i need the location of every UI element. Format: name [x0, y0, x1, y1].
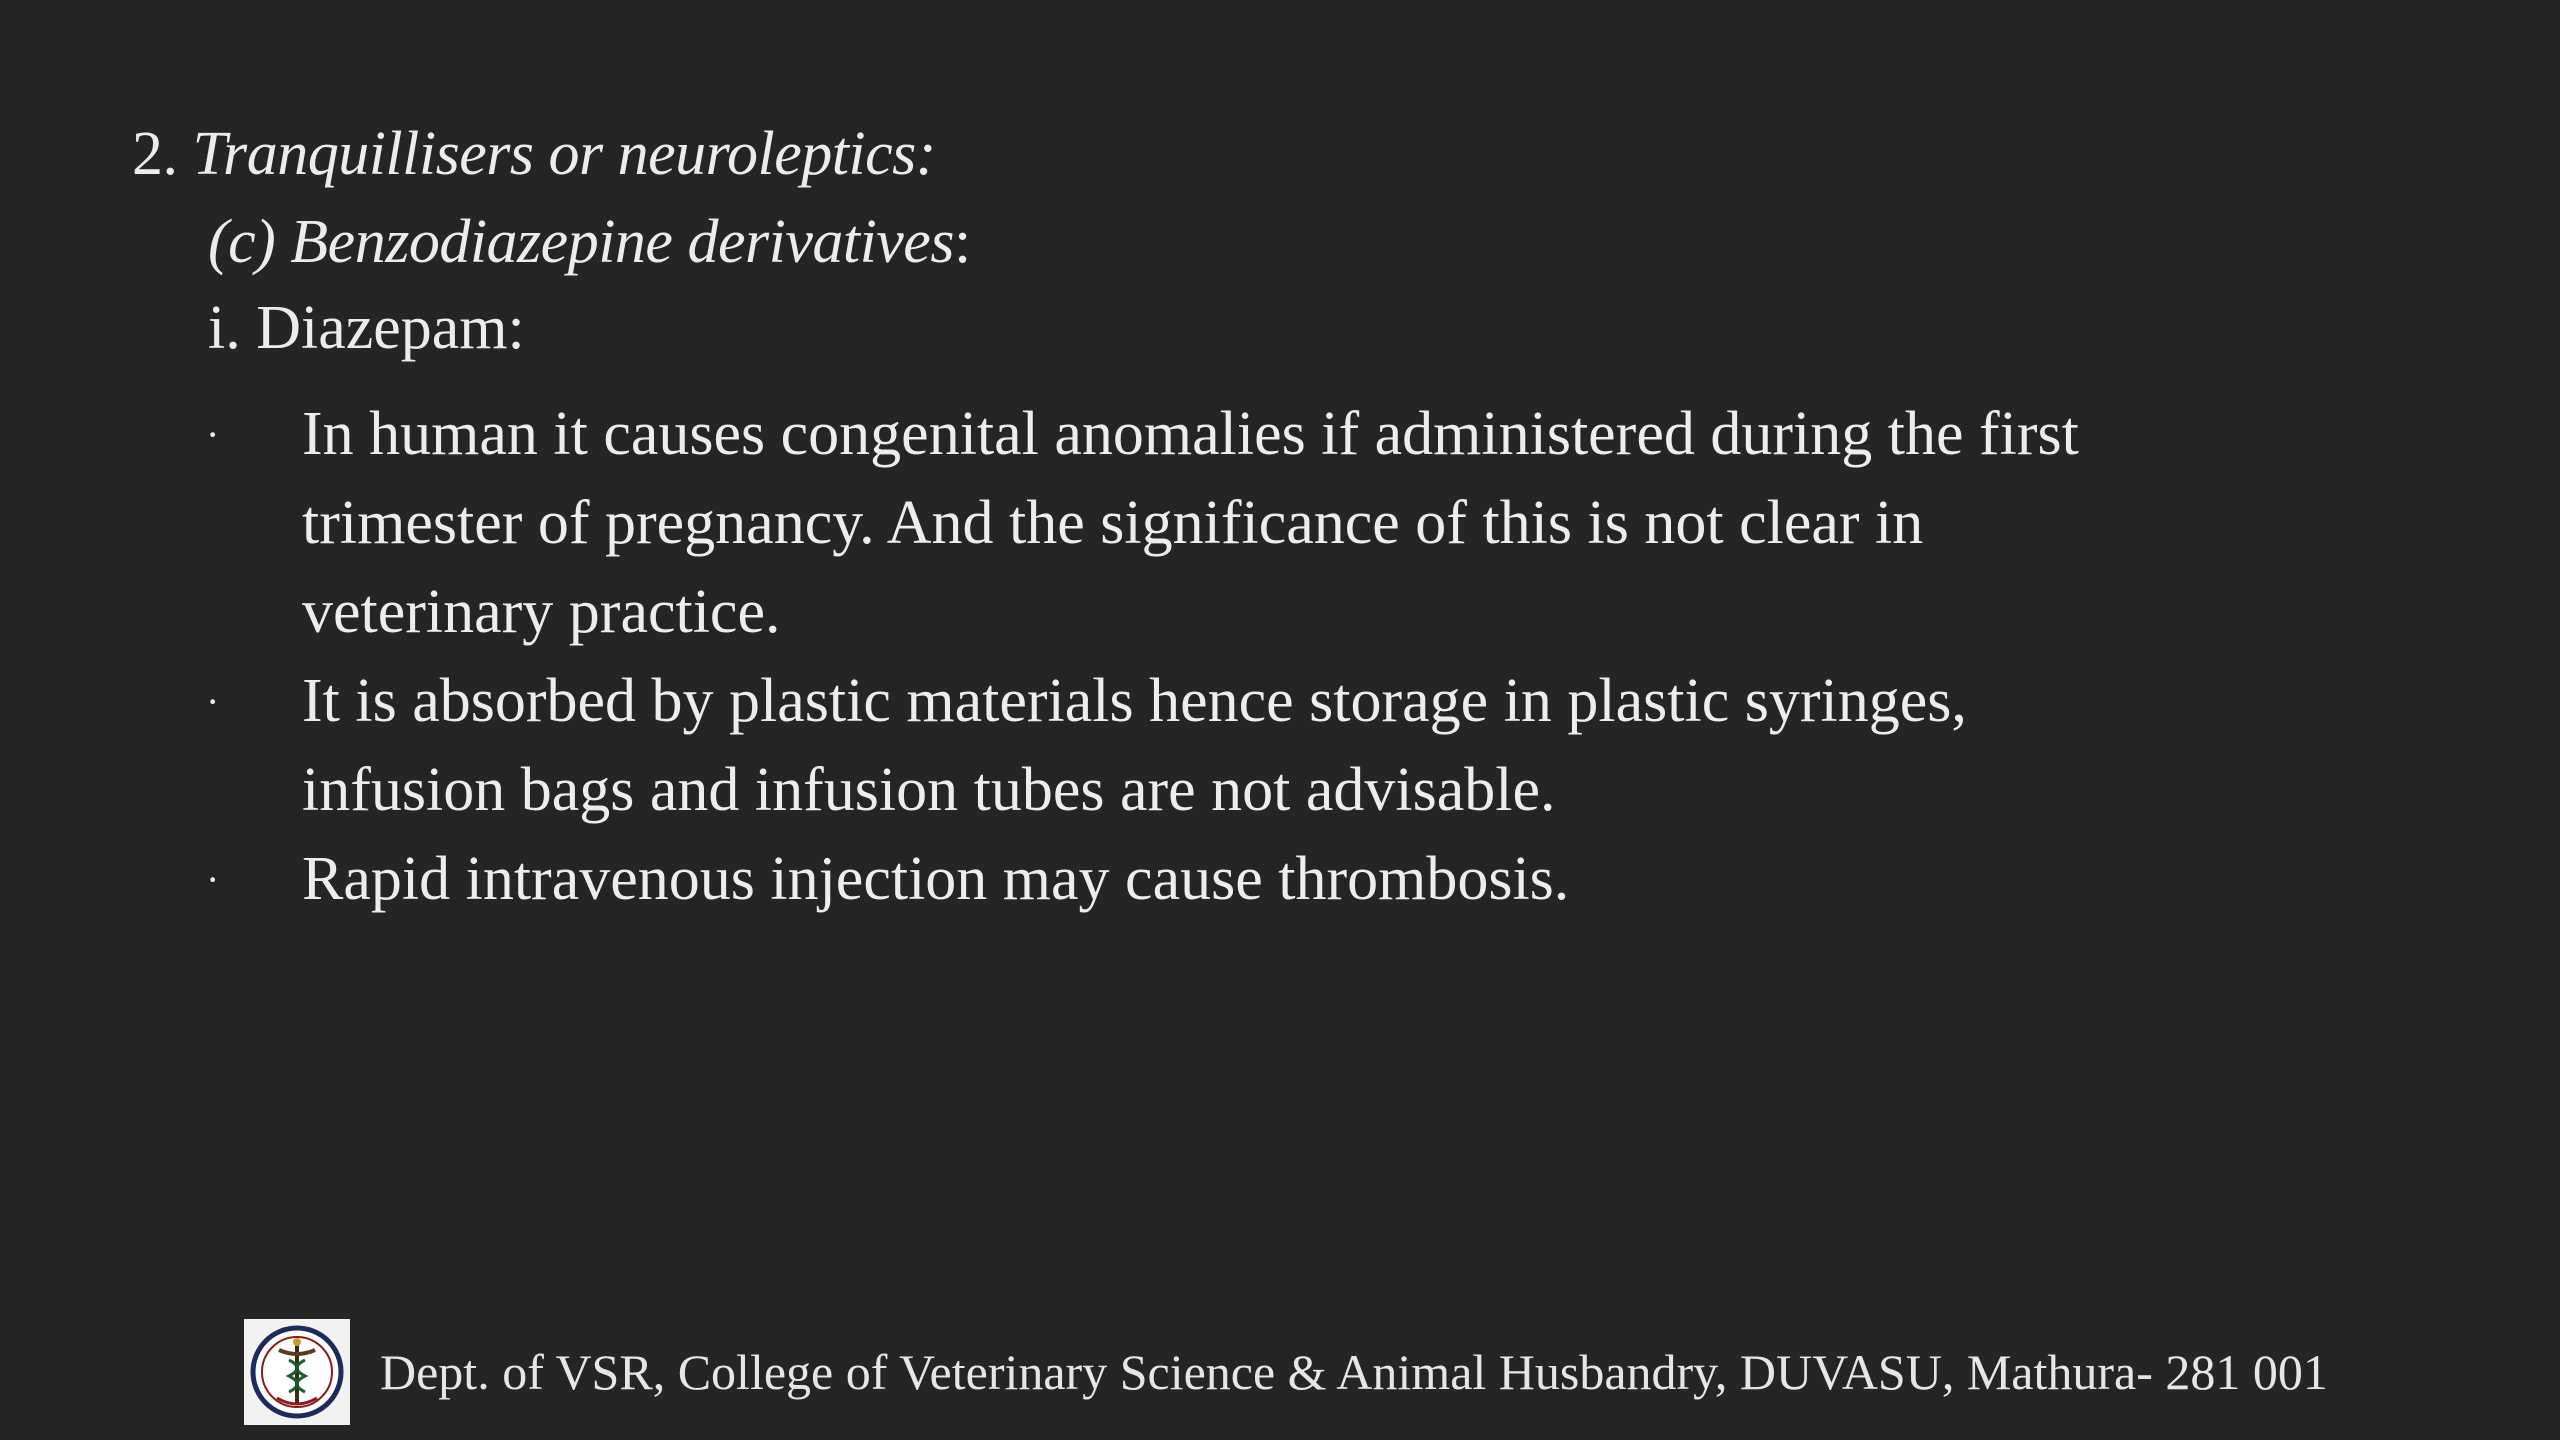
bullet-item	[200, 390, 2440, 657]
bullet-line: In human it causes congenital anomalies if administered during the first	[302, 400, 2079, 468]
bullet-marker: ·	[206, 412, 220, 457]
heading-title: Tranquillisers or neuroleptics:	[192, 120, 936, 188]
bullet-marker: ·	[206, 857, 220, 902]
slide-subheading	[208, 200, 971, 284]
subheading-colon: :	[953, 208, 971, 276]
bullet-item	[200, 835, 2440, 924]
slide-heading	[132, 112, 936, 196]
bullet-line: trimester of pregnancy. And the significance of this is not clear in	[302, 489, 1924, 557]
footer-text: Dept. of VSR, College of Veterinary Science & Animal Husbandry, DUVASU, Mathura- 281 001	[380, 1344, 2328, 1400]
bullet-line: infusion bags and infusion tubes are not advisable.	[302, 756, 1556, 824]
slide-footer	[244, 1318, 2328, 1426]
college-seal-icon	[244, 1319, 350, 1425]
bullet-line: veterinary practice.	[302, 578, 781, 646]
bullet-line: It is absorbed by plastic materials hence storage in plastic syringes,	[302, 667, 1967, 735]
subheading-title: (c) Benzodiazepine derivatives	[208, 208, 954, 276]
bullet-item	[200, 657, 2440, 835]
bullet-marker: ·	[206, 679, 220, 724]
heading-number: 2.	[132, 120, 178, 188]
drug-title: i. Diazepam:	[208, 294, 525, 362]
bullet-list	[200, 390, 2440, 924]
bullet-line: Rapid intravenous injection may cause thrombosis.	[302, 845, 1570, 913]
